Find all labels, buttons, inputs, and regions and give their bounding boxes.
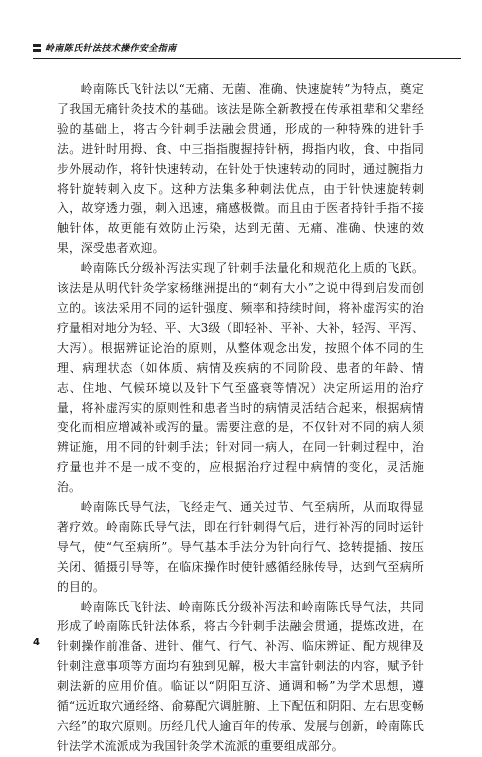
paragraph-qi-guiding: 岭南陈氏导气法，飞经走气、通关过节、气至病所，从而取得显著疗效。岭南陈氏导气法，即在行针刺得气后，进行补泻的同时运针导气，使“气至病所”。导气基本手法分为针向行气、捻转提插、按压关闭、循摄引导等，在临床操作时使针感循经脉传导，达到气至病所的目的。 — [57, 500, 424, 594]
running-header-title: 岭南陈氏针法技术操作安全指南 — [45, 44, 177, 54]
running-header — [33, 41, 461, 54]
header-divider — [33, 58, 461, 59]
paragraph-system-summary: 岭南陈氏飞针法、岭南陈氏分级补泻法和岭南陈氏导气法，共同形成了岭南陈氏针法体系，将古今针刺手法融会贯通，提炼改进，在针刺操作前准备、进针、催气、行气、补泻、临床辨证、配方规律及针刺注意事项等方面均有独到见解，极大丰富针刺法的内容，赋予针刺法新的应用价值。临证以“阴阳互济、通调和畅”为学术思想，遵循“远近取穴通经络、俞募配穴调脏腑、上下配伍和阴阳、左右思变畅六经”的取穴原则。历经几代人逾百年的传承、发展与创新，岭南陈氏针法学术流派成为我国针灸学术流派的重要组成部分。 — [57, 599, 424, 753]
paragraph-flying-needle: 岭南陈氏飞针法以“无痛、无菌、准确、快速旋转”为特点，奠定了我国无痛针灸技术的基础。该法是陈全新教授在传承祖辈和父辈经验的基础上，将古今针刺手法融会贯通，形成的一种特殊的进针手法。进针时用拇、食、中三指指腹握持针柄，拇指内收，食、中指同步外展动作，将针快速转动，在针处于快速转动的同时，通过腕指力将针旋转刺入皮下。这种方法集多种刺法优点，由于针快速旋转刺入，故穿透力强，刺入迅速，痛感极微。而且由于医者持针手指不接触针体，故更能有效防止污染，达到无菌、无痛、准确、快速的效果，深受患者欢迎。 — [57, 82, 424, 256]
body-text — [57, 80, 424, 757]
header-bar-icon — [33, 43, 41, 53]
paragraph-graded-tonification: 岭南陈氏分级补泻法实现了针刺手法量化和规范化上质的飞跃。该法是从明代针灸学家杨继洲提出的“刺有大小”之说中得到启发而创立的。该法采用不同的运针强度、频率和持续时间，将补虚泻实的治疗量相对地分为轻、平、大3级（即轻补、平补、大补，轻泻、平泻、大泻）。根据辨证论治的原则，从整体观念出发，按照个体不同的生理、病理状态（如体质、病情及疾病的不同阶段、患者的年龄、情志、住地、气候环境以及针下气至盛衰等情况）决定所运用的治疗量，将补虚泻实的原则性和患者当时的病情灵活结合起来，根据病情变化而相应增减补或泻的量。需要注意的是，不仅针对不同的病人须辨证施，用不同的针刺手法；针对同一病人，在同一针刺过程中，治疗量也并不是一成不变的，应根据治疗过程中病情的变化，灵活施治。 — [57, 261, 424, 495]
page-number: 4 — [33, 637, 40, 648]
